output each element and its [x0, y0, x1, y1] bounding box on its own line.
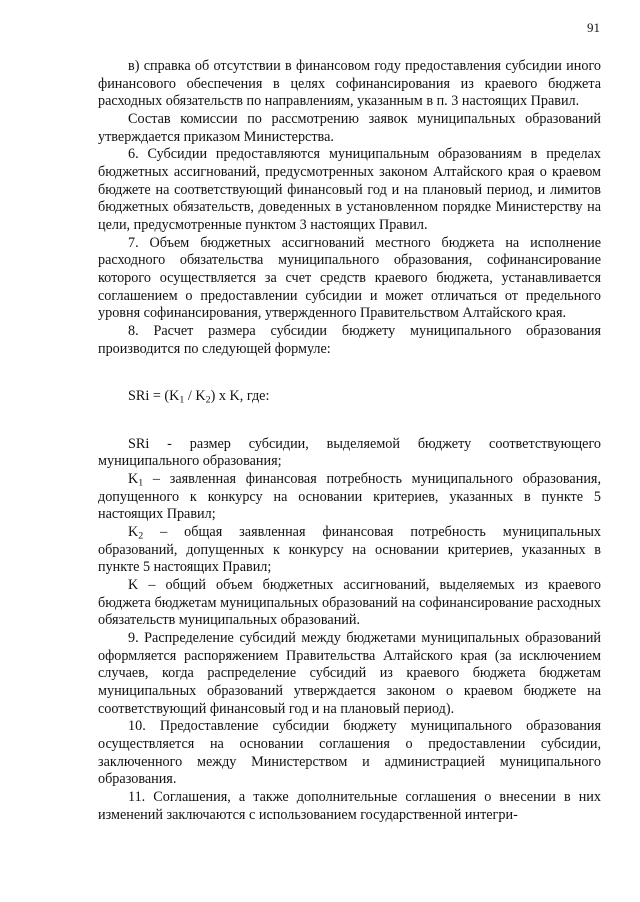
k2-symbol: K: [128, 524, 139, 541]
paragraph-8: 8. Расчет размера субсидии бюджету муниципального образования производится по следующей формуле:: [98, 322, 601, 357]
k1-text: – заявленная финансовая потребность муниципального образования, допущенного к конкурсу на основании критериев, указанных в пункте 5 настоящих Правил;: [98, 471, 601, 523]
page-number: 91: [587, 20, 600, 35]
definition-k1: [98, 471, 601, 524]
formula-sub-2: 2: [205, 394, 211, 406]
paragraph-7: 7. Объем бюджетных ассигнований местного бюджета на исполнение расходного обязательства муниципального образования, софинансирование которого осуществляется за счет средств краевого бюджета, устанавливается соглашением о предоставлении субсидии и может отличаться от предельного уровня софинансирования, утвержденного Правительством Алтайского края.: [98, 234, 601, 322]
paragraph-9: 9. Распределение субсидий между бюджетами муниципальных образований оформляется распоряжением Правительства Алтайского края (за исключением случаев, когда распределение субсидий из краевого бюджета бюджетам муниципальных образований утверждается законом о краевом бюджете на соответствующий финансовый год и на плановый период).: [98, 630, 601, 717]
k2-subscript: 2: [138, 530, 144, 542]
formula-right: ) x K, где:: [210, 388, 270, 405]
formula-mid: / K: [184, 388, 206, 405]
formula: [98, 388, 601, 406]
formula-left: SRi = (K: [128, 388, 180, 405]
formula-sub-1: 1: [179, 394, 185, 406]
k1-subscript: 1: [138, 477, 144, 489]
document-body: [98, 58, 601, 824]
paragraph-6: 6. Субсидии предоставляются муниципальным образованиям в пределах бюджетных ассигнований, предусмотренных законом Алтайского края о краевом бюджете на соответствующий финансовый год и на плановый период, и лимитов бюджетных обязательств, доведенных в установленном порядке Министерству на цели, предусмотренные пунктом 3 настоящих Правил.: [98, 146, 601, 233]
paragraph-commission: Состав комиссии по рассмотрению заявок муниципальных образований утверждается приказом Министерства.: [98, 110, 601, 145]
k2-text: – общая заявленная финансовая потребность муниципальных образований, допущенных к конкурсу на основании критериев, указанных в пункте 5 настоящих Правил;: [98, 524, 601, 576]
definition-k2: [98, 524, 601, 577]
k1-symbol: K: [128, 471, 139, 488]
paragraph-10: 10. Предоставление субсидии бюджету муниципального образования осуществляется на основании соглашения о предоставлении субсидии, заключенного между Министерством и администрацией муниципального образования.: [98, 718, 601, 788]
definition-sri: SRi - размер субсидии, выделяемой бюджету соответствующего муниципального образования;: [98, 435, 601, 470]
paragraph-certificate: в) справка об отсутствии в финансовом году предоставления субсидии иного финансового обеспечения в целях софинансирования из краевого бюджета расходных обязательств по направлениям, указанным в п. 3 настоящих Правил.: [98, 58, 601, 110]
paragraph-11: 11. Соглашения, а также дополнительные соглашения о внесении в них изменений заключаются с использованием государственной интегри-: [98, 788, 601, 823]
definition-k: K – общий объем бюджетных ассигнований, выделяемых из краевого бюджета бюджетам муниципальных образований на софинансирование расходных обязательств муниципальных образований.: [98, 577, 601, 629]
